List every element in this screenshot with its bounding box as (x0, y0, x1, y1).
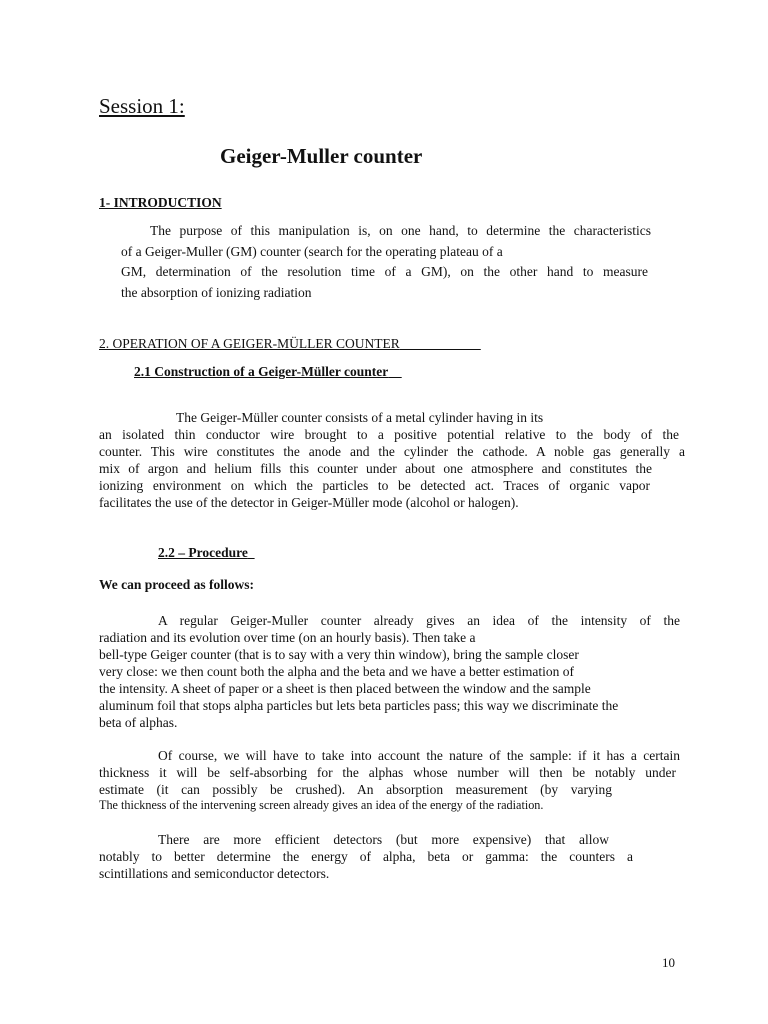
body-line: ionizing environment on which the particles to be detected act. Traces of organic vapor (99, 478, 650, 493)
body-line: GM, determination of the resolution time of a GM), on the other hand to measure (121, 264, 648, 279)
body-line: an isolated thin conductor wire brought to a positive potential relative to the body of the (99, 427, 679, 442)
body-line: the intensity. A sheet of paper or a sheet is then placed between the window and the sample (99, 681, 591, 696)
body-line: mix of argon and helium fills this counter under about one atmosphere and constitutes the (99, 461, 652, 476)
body-line: thickness it will be self-absorbing for the alphas whose number will then be notably under (99, 765, 676, 780)
body-line: The Geiger-Müller counter consists of a metal cylinder having in its (176, 410, 544, 425)
body-line: very close: we then count both the alpha and the beta and we have a better estimation of (99, 664, 574, 679)
subsection-2-2-heading (158, 545, 255, 561)
body-line: The purpose of this manipulation is, on one hand, to determine the characteristics (150, 223, 651, 238)
procedure-intro: We can proceed as follows: (99, 577, 254, 592)
body-line: Of course, we will have to take into account the nature of the sample: if it has a certain (158, 748, 680, 763)
body-line: beta of alphas. (99, 715, 178, 730)
body-line: There are more efficient detectors (but more expensive) that allow (158, 832, 609, 847)
body-line: counter. This wire constitutes the anode and the cylinder the cathode. A noble gas generally a (99, 444, 685, 459)
section-2-heading-text: 2. OPERATION OF A GEIGER-MÜLLER COUNTER (99, 336, 400, 351)
body-line: of a Geiger-Muller (GM) counter (search for the operating plateau of a (121, 244, 503, 259)
document-title: Geiger-Muller counter (220, 144, 423, 168)
section-2-heading (99, 336, 481, 352)
subsection-2-1-heading (134, 364, 402, 380)
page-number: 10 (662, 955, 675, 970)
body-line: A regular Geiger-Muller counter already gives an idea of the intensity of the (158, 613, 680, 628)
body-line: estimate (it can possibly be crushed). An absorption measurement (by varying (99, 782, 612, 797)
body-line: bell-type Geiger counter (that is to say with a very thin window), bring the sample closer (99, 647, 579, 662)
subsection-2-1-heading-text: 2.1 Construction of a Geiger-Müller counter (134, 364, 389, 379)
body-line: notably to better determine the energy of alpha, beta or gamma: the counters a (99, 849, 633, 864)
body-line: The thickness of the intervening screen already gives an idea of the energy of the radiation. (99, 798, 544, 812)
body-line: the absorption of ionizing radiation (121, 285, 312, 300)
body-line: scintillations and semiconductor detectors. (99, 866, 330, 881)
body-line: facilitates the use of the detector in Geiger-Müller mode (alcohol or halogen). (99, 495, 519, 510)
body-line: aluminum foil that stops alpha particles but lets beta particles pass; this way we discriminate the (99, 698, 619, 713)
subsection-2-2-heading-text: 2.2 – Procedure (158, 545, 248, 560)
session-label: Session 1: (99, 94, 185, 118)
section-1-heading: 1- INTRODUCTION (99, 195, 222, 210)
body-line: radiation and its evolution over time (on an hourly basis). Then take a (99, 630, 476, 645)
